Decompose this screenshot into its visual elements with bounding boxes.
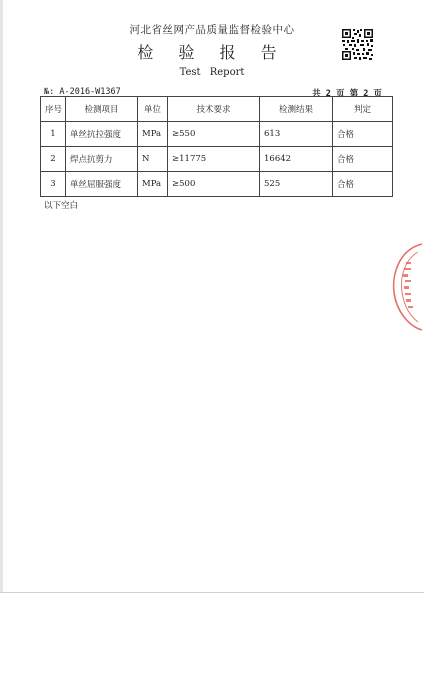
report-subtitle: Test Report [179,67,245,78]
column-header-item: 检测项目 [66,97,138,122]
table-header-row [41,97,393,122]
column-header-index: 序号 [41,97,66,122]
page-edge [0,0,3,592]
table-row [41,122,393,147]
row-result: 16642 [260,147,333,172]
row-result: 613 [260,122,333,147]
column-header-result: 检测结果 [260,97,333,122]
row-item: 焊点抗剪力 [66,147,138,172]
report-number: №: A-2016-W1367 [44,87,121,97]
row-index: 3 [41,172,66,197]
row-index: 2 [41,147,66,172]
blank-below-note: 以下空白 [44,201,79,211]
page-info: 共 2 页 第 2 页 [312,89,382,99]
row-requirement: ≥550 [168,122,260,147]
row-verdict: 合格 [333,172,393,197]
row-verdict: 合格 [333,147,393,172]
table-row [41,147,393,172]
row-unit: MPa [138,172,168,197]
row-requirement: ≥11775 [168,147,260,172]
row-unit: N [138,147,168,172]
column-header-requirement: 技术要求 [168,97,260,122]
row-verdict: 合格 [333,122,393,147]
organization-name: 河北省丝网产品质量监督检验中心 [129,24,295,36]
column-header-unit: 单位 [138,97,168,122]
row-item: 单丝抗拉强度 [66,122,138,147]
report-title: 检 验 报 告 [137,43,287,62]
row-index: 1 [41,122,66,147]
row-result: 525 [260,172,333,197]
row-unit: MPa [138,122,168,147]
qr-code-icon [341,28,374,61]
row-item: 单丝屈服强度 [66,172,138,197]
red-seal-stamp [388,236,424,336]
column-header-verdict: 判定 [333,97,393,122]
row-requirement: ≥500 [168,172,260,197]
table-row [41,172,393,197]
results-table [40,96,393,197]
